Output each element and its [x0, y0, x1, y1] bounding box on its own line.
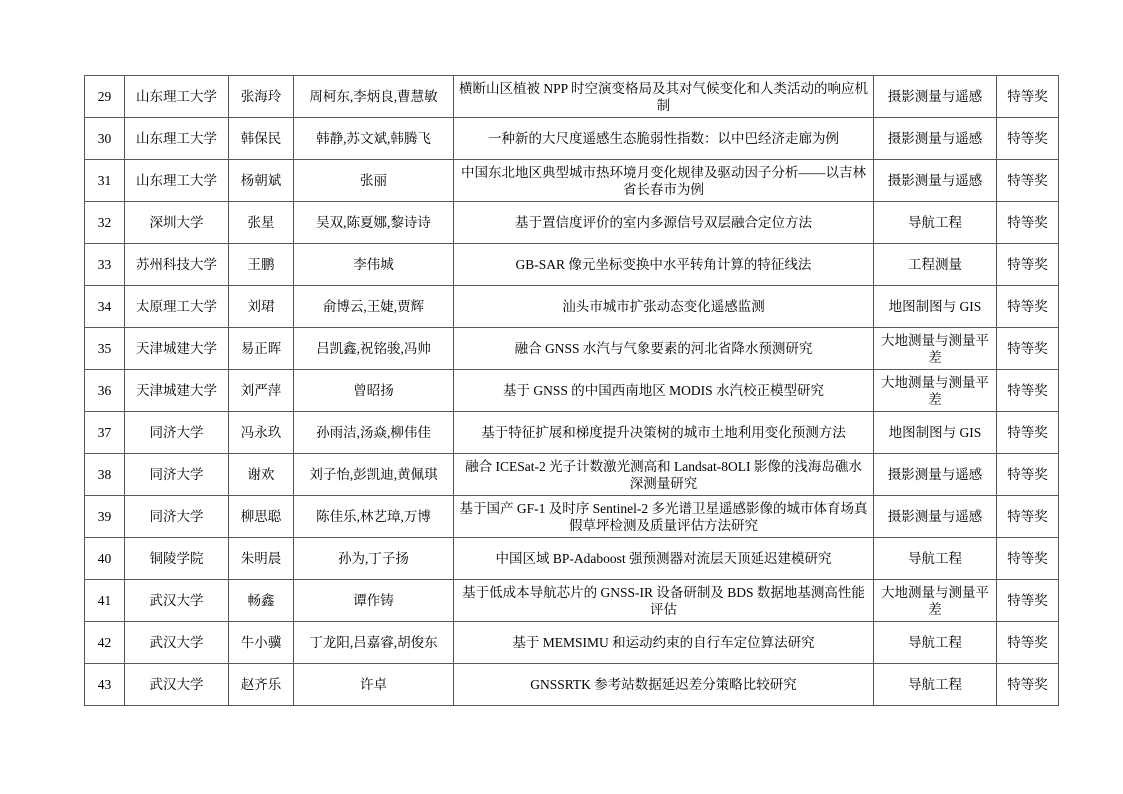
- cell-university: 武汉大学: [125, 622, 229, 664]
- cell-team-members: 曾昭扬: [294, 370, 454, 412]
- cell-award-level: 特等奖: [997, 244, 1059, 286]
- cell-row-number: 43: [85, 664, 125, 706]
- cell-award-level: 特等奖: [997, 580, 1059, 622]
- cell-row-number: 36: [85, 370, 125, 412]
- cell-project-title: 基于低成本导航芯片的 GNSS-IR 设备研制及 BDS 数据地基测高性能评估: [454, 580, 874, 622]
- cell-award-level: 特等奖: [997, 454, 1059, 496]
- cell-team-members: 李伟城: [294, 244, 454, 286]
- cell-leader-name: 王鹏: [229, 244, 294, 286]
- table-row: [85, 412, 1059, 454]
- awards-table: [84, 75, 1059, 706]
- table-row: [85, 454, 1059, 496]
- cell-category: 导航工程: [874, 202, 997, 244]
- cell-project-title: 基于 MEMSIMU 和运动约束的自行车定位算法研究: [454, 622, 874, 664]
- cell-university: 深圳大学: [125, 202, 229, 244]
- cell-row-number: 37: [85, 412, 125, 454]
- cell-category: 摄影测量与遥感: [874, 160, 997, 202]
- cell-leader-name: 赵齐乐: [229, 664, 294, 706]
- cell-row-number: 31: [85, 160, 125, 202]
- cell-leader-name: 张海玲: [229, 76, 294, 118]
- cell-row-number: 41: [85, 580, 125, 622]
- cell-leader-name: 朱明晨: [229, 538, 294, 580]
- cell-category: 大地测量与测量平差: [874, 580, 997, 622]
- cell-leader-name: 柳思聪: [229, 496, 294, 538]
- cell-award-level: 特等奖: [997, 370, 1059, 412]
- cell-project-title: 汕头市城市扩张动态变化遥感监测: [454, 286, 874, 328]
- cell-category: 导航工程: [874, 538, 997, 580]
- cell-category: 导航工程: [874, 622, 997, 664]
- cell-leader-name: 刘严萍: [229, 370, 294, 412]
- cell-category: 摄影测量与遥感: [874, 496, 997, 538]
- cell-row-number: 35: [85, 328, 125, 370]
- table-row: [85, 538, 1059, 580]
- cell-award-level: 特等奖: [997, 76, 1059, 118]
- table-row: [85, 160, 1059, 202]
- cell-row-number: 33: [85, 244, 125, 286]
- table-row: [85, 496, 1059, 538]
- cell-team-members: 张丽: [294, 160, 454, 202]
- cell-category: 摄影测量与遥感: [874, 118, 997, 160]
- cell-university: 太原理工大学: [125, 286, 229, 328]
- cell-project-title: GB-SAR 像元坐标变换中水平转角计算的特征线法: [454, 244, 874, 286]
- cell-university: 山东理工大学: [125, 160, 229, 202]
- cell-university: 苏州科技大学: [125, 244, 229, 286]
- cell-project-title: 一种新的大尺度遥感生态脆弱性指数：以中巴经济走廊为例: [454, 118, 874, 160]
- cell-row-number: 32: [85, 202, 125, 244]
- cell-project-title: 融合 ICESat-2 光子计数激光测高和 Landsat-8OLI 影像的浅海岛礁水深测量研究: [454, 454, 874, 496]
- cell-university: 武汉大学: [125, 664, 229, 706]
- cell-project-title: 基于国产 GF-1 及时序 Sentinel-2 多光谱卫星遥感影像的城市体育场真假草坪检测及质量评估方法研究: [454, 496, 874, 538]
- cell-award-level: 特等奖: [997, 538, 1059, 580]
- cell-category: 摄影测量与遥感: [874, 454, 997, 496]
- table-row: [85, 202, 1059, 244]
- table-row: [85, 118, 1059, 160]
- cell-award-level: 特等奖: [997, 622, 1059, 664]
- cell-team-members: 吕凯鑫,祝铭骏,冯帅: [294, 328, 454, 370]
- cell-award-level: 特等奖: [997, 496, 1059, 538]
- cell-leader-name: 谢欢: [229, 454, 294, 496]
- cell-row-number: 42: [85, 622, 125, 664]
- cell-project-title: 中国区域 BP-Adaboost 强预测器对流层天顶延迟建模研究: [454, 538, 874, 580]
- cell-team-members: 孙为,丁子扬: [294, 538, 454, 580]
- cell-university: 同济大学: [125, 454, 229, 496]
- cell-university: 天津城建大学: [125, 370, 229, 412]
- cell-award-level: 特等奖: [997, 160, 1059, 202]
- cell-award-level: 特等奖: [997, 664, 1059, 706]
- cell-leader-name: 韩保民: [229, 118, 294, 160]
- table-row: [85, 244, 1059, 286]
- cell-team-members: 孙雨洁,汤焱,柳伟佳: [294, 412, 454, 454]
- cell-leader-name: 易正晖: [229, 328, 294, 370]
- cell-project-title: 基于 GNSS 的中国西南地区 MODIS 水汽校正模型研究: [454, 370, 874, 412]
- cell-category: 导航工程: [874, 664, 997, 706]
- cell-row-number: 38: [85, 454, 125, 496]
- cell-team-members: 吴双,陈夏娜,黎诗诗: [294, 202, 454, 244]
- cell-project-title: 横断山区植被 NPP 时空演变格局及其对气候变化和人类活动的响应机制: [454, 76, 874, 118]
- cell-award-level: 特等奖: [997, 412, 1059, 454]
- table-row: [85, 286, 1059, 328]
- table-row: [85, 664, 1059, 706]
- cell-leader-name: 牛小骥: [229, 622, 294, 664]
- cell-leader-name: 冯永玖: [229, 412, 294, 454]
- cell-category: 大地测量与测量平差: [874, 370, 997, 412]
- cell-row-number: 30: [85, 118, 125, 160]
- cell-category: 地图制图与 GIS: [874, 412, 997, 454]
- table-row: [85, 328, 1059, 370]
- cell-university: 同济大学: [125, 412, 229, 454]
- table-row: [85, 370, 1059, 412]
- cell-team-members: 陈佳乐,林艺璋,万博: [294, 496, 454, 538]
- table-row: [85, 580, 1059, 622]
- cell-team-members: 丁龙阳,吕嘉睿,胡俊东: [294, 622, 454, 664]
- cell-university: 山东理工大学: [125, 118, 229, 160]
- cell-award-level: 特等奖: [997, 286, 1059, 328]
- cell-university: 铜陵学院: [125, 538, 229, 580]
- cell-project-title: 基于置信度评价的室内多源信号双层融合定位方法: [454, 202, 874, 244]
- cell-team-members: 许卓: [294, 664, 454, 706]
- cell-category: 摄影测量与遥感: [874, 76, 997, 118]
- cell-category: 大地测量与测量平差: [874, 328, 997, 370]
- cell-project-title: 基于特征扩展和梯度提升决策树的城市土地利用变化预测方法: [454, 412, 874, 454]
- cell-award-level: 特等奖: [997, 118, 1059, 160]
- table-row: [85, 622, 1059, 664]
- cell-leader-name: 张星: [229, 202, 294, 244]
- awards-table-body: [85, 76, 1059, 706]
- cell-category: 工程测量: [874, 244, 997, 286]
- cell-team-members: 谭作铸: [294, 580, 454, 622]
- cell-row-number: 34: [85, 286, 125, 328]
- cell-award-level: 特等奖: [997, 202, 1059, 244]
- cell-row-number: 29: [85, 76, 125, 118]
- cell-row-number: 39: [85, 496, 125, 538]
- cell-project-title: 融合 GNSS 水汽与气象要素的河北省降水预测研究: [454, 328, 874, 370]
- cell-team-members: 周柯东,李炳良,曹慧敏: [294, 76, 454, 118]
- table-row: [85, 76, 1059, 118]
- cell-leader-name: 杨朝斌: [229, 160, 294, 202]
- cell-university: 同济大学: [125, 496, 229, 538]
- cell-university: 武汉大学: [125, 580, 229, 622]
- cell-university: 山东理工大学: [125, 76, 229, 118]
- cell-team-members: 刘子怡,彭凯迪,黄佩琪: [294, 454, 454, 496]
- cell-row-number: 40: [85, 538, 125, 580]
- cell-category: 地图制图与 GIS: [874, 286, 997, 328]
- cell-university: 天津城建大学: [125, 328, 229, 370]
- cell-project-title: GNSSRTK 参考站数据延迟差分策略比较研究: [454, 664, 874, 706]
- cell-team-members: 韩静,苏文斌,韩腾飞: [294, 118, 454, 160]
- cell-project-title: 中国东北地区典型城市热环境月变化规律及驱动因子分析——以吉林省长春市为例: [454, 160, 874, 202]
- cell-leader-name: 刘珺: [229, 286, 294, 328]
- cell-award-level: 特等奖: [997, 328, 1059, 370]
- cell-team-members: 俞博云,王婕,贾辉: [294, 286, 454, 328]
- cell-leader-name: 畅鑫: [229, 580, 294, 622]
